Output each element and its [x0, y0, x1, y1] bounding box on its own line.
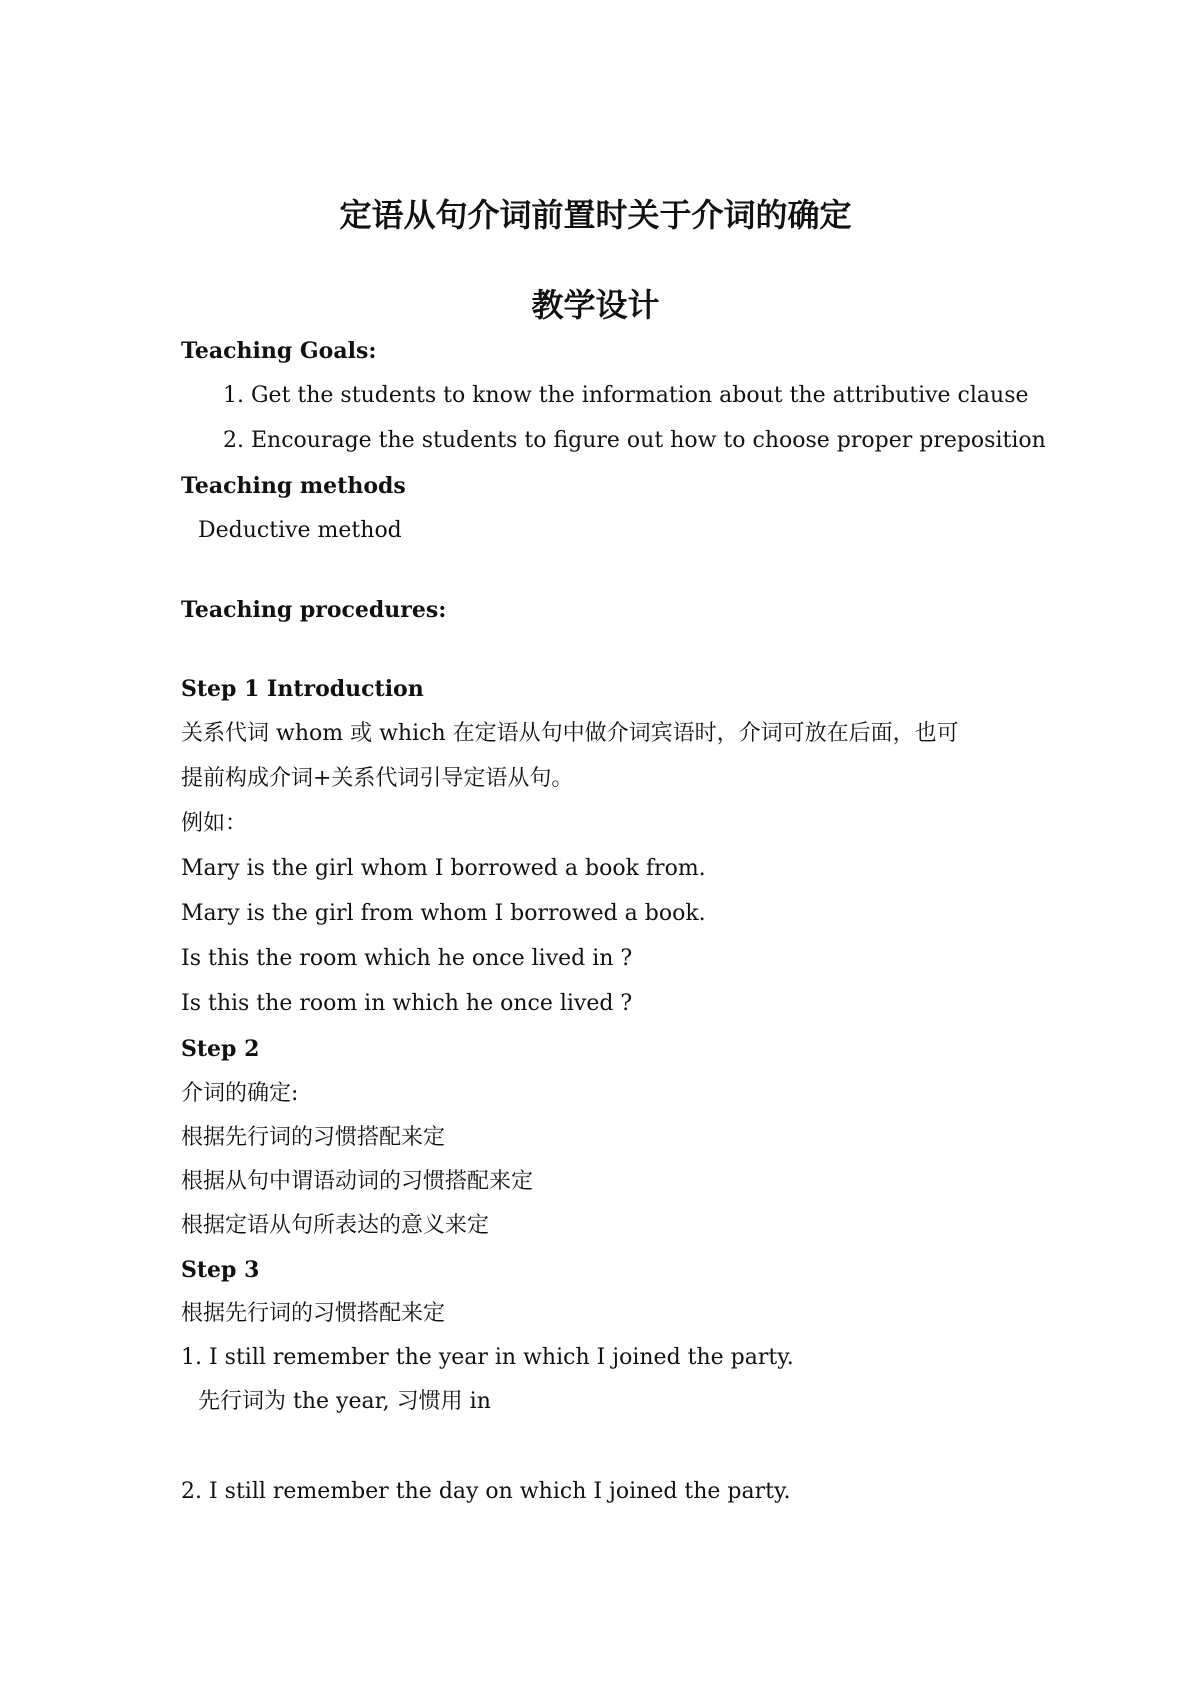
document-subtitle: 教学设计	[531, 286, 660, 324]
step2-heading: Step 2	[181, 1036, 260, 1062]
teaching-goals-heading: Teaching Goals:	[181, 338, 377, 364]
step1-paragraph-line-2: 提前构成介词+关系代词引导定语从句。	[181, 766, 574, 791]
example-sentence-1: Mary is the girl whom I borrowed a book from.	[181, 856, 706, 881]
step2-label: 介词的确定:	[181, 1081, 299, 1106]
step3-example-1: 1. I still remember the year in which I joined the party.	[181, 1345, 794, 1370]
step3-rule: 根据先行词的习惯搭配来定	[181, 1301, 446, 1326]
step3-heading: Step 3	[181, 1257, 260, 1283]
example-sentence-4: Is this the room in which he once lived ?	[181, 991, 633, 1016]
step3-example-2: 2. I still remember the day on which I joined the party.	[181, 1479, 791, 1504]
step2-rule-3: 根据定语从句所表达的意义来定	[181, 1213, 490, 1238]
example-sentence-3: Is this the room which he once lived in ?	[181, 946, 633, 971]
document-title: 定语从句介词前置时关于介词的确定	[339, 196, 852, 234]
step1-paragraph-line-1: 关系代词 whom 或 which 在定语从句中做介词宾语时，介词可放在后面，也可	[181, 721, 959, 746]
step2-rule-2: 根据从句中谓语动词的习惯搭配来定	[181, 1169, 534, 1194]
teaching-method-text: Deductive method	[198, 518, 402, 543]
step1-heading: Step 1 Introduction	[181, 676, 424, 702]
example-sentence-2: Mary is the girl from whom I borrowed a book.	[181, 901, 706, 926]
teaching-methods-heading: Teaching methods	[181, 473, 406, 499]
goal-item-1: 1. Get the students to know the information about the attributive clause	[223, 383, 1029, 408]
goal-item-2: 2. Encourage the students to figure out how to choose proper preposition	[223, 428, 1046, 453]
step3-note-1: 先行词为 the year, 习惯用 in	[198, 1389, 491, 1414]
teaching-procedures-heading: Teaching procedures:	[181, 597, 447, 623]
example-label: 例如：	[181, 811, 248, 836]
step2-rule-1: 根据先行词的习惯搭配来定	[181, 1125, 446, 1150]
